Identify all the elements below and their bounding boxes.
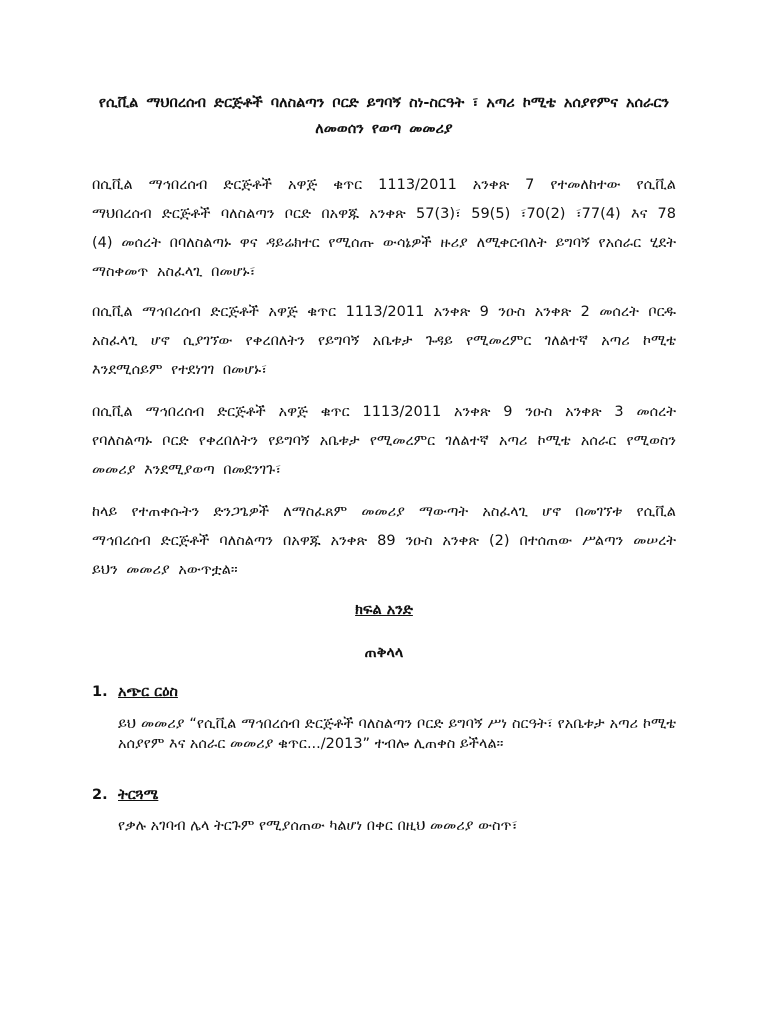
- item-1-title: አጭር ርዕስ: [118, 684, 178, 700]
- item-2-body: የቃሉ አገባብ ሌላ ትርጉም የሚያሰጠው ካልሆነ በቀር በዚህ መመሪያ ውስጥ፣: [118, 818, 518, 834]
- document-title: የሲቪል ማህበረሰብ ድርጅቶች ባለስልጣን ቦርድ ይግባኝ ስነ-ስርዓት ፣ አጣሪ ኮሚቴ አሰያየምና አሰራርን ለመወሰን የወጣ መመሪያ: [98, 95, 670, 137]
- item-2-number: 2.: [92, 787, 108, 803]
- preamble-paragraph-3: በሲቪል ማኅበረሰብ ድርጅቶች አዋጅ ቁጥር 1113/2011 አንቀጽ 9 ንዑስ አንቀጽ 3 መሰረት የባለስልጣኑ ቦርድ የቀረበለትን የይግባኝ አቤቱታ የሚመረምር ገለልተኛ አጣሪ ኮሚቴ አሰራር የሚወስን መመሪያ እንደሚያወጣ በመደንገጉ፣: [92, 404, 676, 478]
- item-1-heading: [92, 684, 178, 700]
- preamble-paragraph-4: ከላይ የተጠቀሱትን ድንጋጌዎች ለማስፈጸም መመሪያ ማውጣት አስፈላጊ ሆኖ በመገኘቱ የሲቪል ማኅበረሰብ ድርጅቶች ባለስልጣን በአዋጁ አንቀጽ 89 ንዑስ አንቀጽ (2) በተሰጠው ሥልጣን መሠረት ይህን መመሪያ አውጥቷል።: [92, 504, 676, 578]
- item-2-heading: [92, 787, 158, 803]
- section-heading: ጠቅላላ: [364, 645, 404, 661]
- part-heading: ክፍል አንድ: [355, 602, 413, 618]
- preamble-paragraph-2: በሲቪል ማኅበረሰብ ድርጅቶች አዋጅ ቁጥር 1113/2011 አንቀጽ 9 ንዑስ አንቀጽ 2 መሰረት ቦርዱ አስፈላጊ ሆኖ ሲያገኘው የቀረበለትን የይግባኝ አቤቱታ ጉዳይ የሚመረምር ገለልተኛ አጣሪ ኮሚቴ እንደሚሰይም የተደነገገ በመሆኑ፣: [92, 304, 676, 378]
- preamble-paragraph-1: በሲቪል ማኅበረሰብ ድርጅቶች አዋጅ ቁጥር 1113/2011 አንቀጽ 7 የተመለከተው የሲቪል ማህበረሰብ ድርጅቶች ባለስልጣን ቦርድ በአዋጁ አንቀጽ 57(3)፣ 59(5) ፣70(2) ፣77(4) እና 78 (4) መሰረት በባለስልጣኑ ዋና ዳይሬክተር የሚሰጡ ውሳኔዎች ዙሪያ ለሚቀርብለት ይግባኝ የአሰራር ሂደት ማስቀመጥ አስፈላጊ በመሆኑ፣: [92, 177, 676, 280]
- item-2-title: ትርጓሜ: [118, 787, 159, 803]
- item-1-body: ይህ መመሪያ “የሲቪል ማኅበረሰብ ድርጅቶች ባለስልጣን ቦርድ ይግባኝ ሥነ ስርዓት፣ የአቤቱታ አጣሪ ኮሚቴ አሰያየም እና አሰራር መመሪያ ቁጥር.../2013” ተብሎ ሊጠቀስ ይችላል።: [118, 716, 676, 752]
- item-1-number: 1.: [92, 684, 108, 700]
